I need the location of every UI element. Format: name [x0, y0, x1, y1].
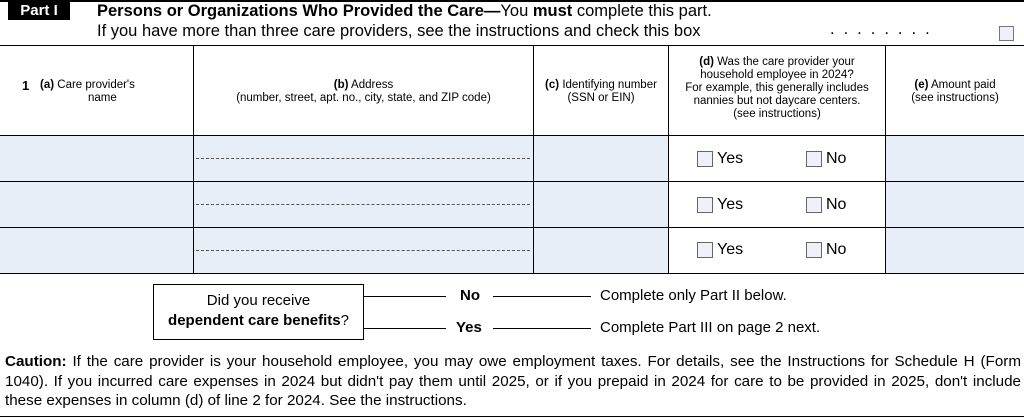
- yes-branch-line-right: [493, 328, 591, 329]
- no-branch-line-left: [364, 296, 446, 297]
- no-checkbox-2[interactable]: [806, 197, 822, 213]
- bottom-rule: [0, 416, 1024, 417]
- yes-option-3[interactable]: [697, 241, 743, 259]
- col-d-label1: Was the care provider your: [717, 56, 855, 68]
- yes-branch-label: Yes: [456, 319, 482, 336]
- col-b-header: [196, 79, 531, 105]
- col-divider-cd: [668, 46, 669, 274]
- col-b-letter: (b): [333, 79, 349, 91]
- no-label-2: No: [826, 196, 847, 213]
- caution-paragraph: [5, 352, 1021, 411]
- col-c-label2: (SSN or EIN): [567, 92, 635, 104]
- no-label-1: No: [826, 150, 847, 167]
- amount-paid-field-3[interactable]: [886, 228, 1024, 273]
- col-e-label2: (see instructions): [911, 92, 999, 104]
- col-d-label3: For example, this generally includes: [685, 82, 869, 94]
- yes-branch-text: Complete Part III on page 2 next.: [600, 319, 821, 336]
- col-c-label: Identifying number: [562, 79, 657, 91]
- part-title-rest-1: You: [500, 2, 533, 20]
- provider-id-field-2[interactable]: [534, 182, 668, 227]
- provider-name-field-3[interactable]: [0, 228, 193, 273]
- question-bold: dependent care benefits: [168, 312, 341, 329]
- yes-label-3: Yes: [717, 241, 744, 258]
- provider-id-field-1[interactable]: [534, 136, 668, 181]
- yes-checkbox-2[interactable]: [697, 197, 713, 213]
- provider-name-field-1[interactable]: [0, 136, 193, 181]
- yes-option-2[interactable]: [697, 196, 743, 214]
- caution-label: Caution:: [5, 353, 67, 370]
- yes-checkbox-1[interactable]: [697, 151, 713, 167]
- no-branch-line-right: [493, 296, 591, 297]
- line-number: 1: [22, 78, 30, 93]
- dot-leaders: ........: [830, 20, 939, 38]
- more-providers-checkbox[interactable]: [999, 26, 1014, 41]
- col-c-letter: (c): [545, 79, 560, 91]
- yes-label-1: Yes: [717, 150, 744, 167]
- address-dash-2: [196, 204, 530, 205]
- yes-branch-line-left: [364, 328, 446, 329]
- no-label-3: No: [826, 241, 847, 258]
- provider-id-field-3[interactable]: [534, 228, 668, 273]
- no-option-2[interactable]: [806, 196, 846, 214]
- col-c-header: [535, 79, 667, 105]
- more-providers-instruction: If you have more than three care providers, see the instructions and check this box: [97, 22, 701, 40]
- amount-paid-field-2[interactable]: [886, 182, 1024, 227]
- col-d-letter: (d): [699, 56, 714, 68]
- yes-label-2: Yes: [717, 196, 744, 213]
- col-b-label2: (number, street, apt. no., city, state, and ZIP code): [236, 92, 491, 104]
- top-rule: [0, 0, 1024, 2]
- col-d-header: [670, 56, 884, 121]
- part-title: [97, 2, 712, 21]
- part-title-must: must: [532, 2, 573, 20]
- col-d-label5: (see instructions): [733, 108, 821, 120]
- no-branch-label: No: [460, 287, 480, 304]
- address-dash-3: [196, 250, 530, 251]
- question-end: ?: [340, 312, 349, 329]
- yes-option-1[interactable]: [697, 150, 743, 168]
- col-e-letter: (e): [914, 79, 929, 91]
- no-option-1[interactable]: [806, 150, 846, 168]
- col-e-label: Amount paid: [931, 79, 996, 91]
- col-a-label: Care provider's: [57, 79, 135, 91]
- col-b-label: Address: [351, 79, 394, 91]
- question-line1: Did you receive: [206, 292, 311, 309]
- part-title-rest-2: complete this part.: [572, 2, 712, 20]
- provider-name-field-2[interactable]: [0, 182, 193, 227]
- col-d-label4: nannies but not daycare centers.: [693, 95, 861, 107]
- dependent-care-benefits-question: [153, 284, 364, 340]
- part-title-bold: Persons or Organizations Who Provided the Care—: [97, 2, 501, 20]
- col-a-letter: (a): [40, 79, 55, 91]
- no-option-3[interactable]: [806, 241, 846, 259]
- no-checkbox-1[interactable]: [806, 151, 822, 167]
- amount-paid-field-1[interactable]: [886, 136, 1024, 181]
- no-checkbox-3[interactable]: [806, 242, 822, 258]
- col-a-label2: name: [88, 92, 117, 104]
- care-provider-table: [0, 46, 1024, 274]
- no-branch-text: Complete only Part II below.: [600, 287, 787, 304]
- col-d-label2: household employee in 2024?: [700, 69, 854, 81]
- part-label: Part I: [8, 1, 70, 20]
- caution-text: If the care provider is your household employee, you may owe employment taxes. For details, see the Instructions for Schedule H (Form 1040). If you incurred care expenses in 2024 but didn't pay them until 2025, or if you prepaid in 2024 for care to be provided in 2025, don't include these expenses in column (d) of line 2 for 2024. See the instructions.: [5, 353, 1021, 409]
- col-e-header: [887, 79, 1023, 105]
- address-dash-1: [196, 158, 530, 159]
- col-a-header: [40, 79, 190, 105]
- yes-checkbox-3[interactable]: [697, 242, 713, 258]
- row-line-4: [0, 273, 1024, 274]
